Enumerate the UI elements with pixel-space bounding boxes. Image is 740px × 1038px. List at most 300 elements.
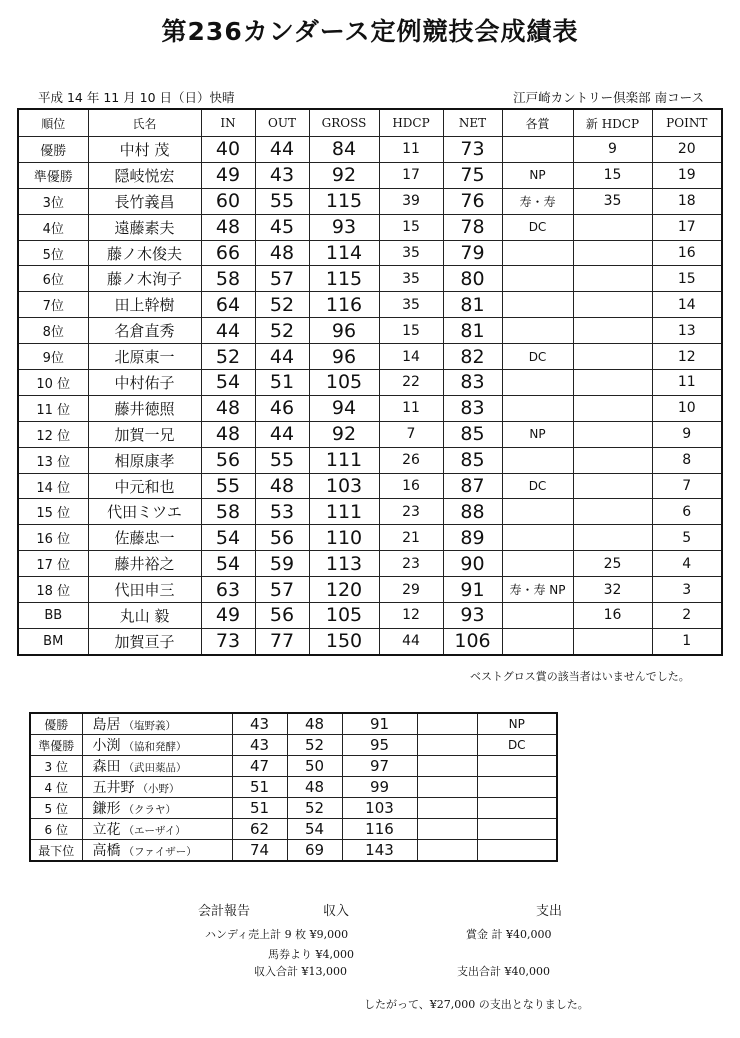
expense-total: 支出合計 ¥40,000 <box>457 965 550 978</box>
cell-in: 43 <box>232 713 287 735</box>
cell-point: 8 <box>652 447 722 473</box>
cell-net: 106 <box>443 628 502 654</box>
cell-name: 代田申三 <box>88 577 201 603</box>
cell-hdcp: 12 <box>379 603 443 629</box>
cell-net: 81 <box>443 292 502 318</box>
cell-in: 55 <box>201 473 255 499</box>
player-company: （塩野義） <box>123 720 176 732</box>
cell-gross: 103 <box>309 473 379 499</box>
player-company: （ファイザー） <box>123 846 197 858</box>
cell-hdcp: 23 <box>379 499 443 525</box>
cell-hdcp: 11 <box>379 137 443 163</box>
cell-rank: 12 位 <box>18 421 88 447</box>
cell-in: 54 <box>201 525 255 551</box>
cell-name: 中村佑子 <box>88 370 201 396</box>
header-in: IN <box>201 109 255 137</box>
cell-rank: 9位 <box>18 344 88 370</box>
cell-awards <box>502 447 573 473</box>
cell-rank: 16 位 <box>18 525 88 551</box>
table-row <box>30 713 557 735</box>
cell-rank: 優勝 <box>18 137 88 163</box>
cell-point: 18 <box>652 188 722 214</box>
cell-out: 53 <box>255 499 309 525</box>
cell-rank: 3位 <box>18 188 88 214</box>
cell-new-hdcp <box>573 395 652 421</box>
cell-name: 代田ミツエ <box>88 499 201 525</box>
cell-name: 名倉直秀 <box>88 318 201 344</box>
event-date: 平成 14 年 11 月 10 日（日）快晴 <box>38 90 235 105</box>
cell-out: 50 <box>287 756 342 777</box>
cell-name: 丸山 毅 <box>88 603 201 629</box>
cell-blank <box>417 777 477 798</box>
cell-out: 48 <box>255 473 309 499</box>
cell-gross: 120 <box>309 577 379 603</box>
cell-gross: 105 <box>309 370 379 396</box>
cell-out: 57 <box>255 577 309 603</box>
cell-name: 北原東一 <box>88 344 201 370</box>
cell-awards <box>502 137 573 163</box>
player-name: 森田 <box>92 759 121 775</box>
cell-name <box>82 819 232 840</box>
cell-name <box>82 840 232 862</box>
cell-hdcp: 44 <box>379 628 443 654</box>
cell-gross: 115 <box>309 188 379 214</box>
cell-gross: 111 <box>309 499 379 525</box>
cell-point: 16 <box>652 240 722 266</box>
cell-out: 45 <box>255 214 309 240</box>
cell-point: 15 <box>652 266 722 292</box>
cell-in: 48 <box>201 421 255 447</box>
cell-out: 51 <box>255 370 309 396</box>
cell-gross: 96 <box>309 318 379 344</box>
table-row <box>18 395 722 421</box>
cell-awards <box>502 370 573 396</box>
header-rank: 順位 <box>18 109 88 137</box>
cell-new-hdcp <box>573 240 652 266</box>
cell-net: 90 <box>443 551 502 577</box>
cell-awards <box>502 551 573 577</box>
cell-net: 85 <box>443 447 502 473</box>
cell-gross: 116 <box>342 819 417 840</box>
cell-rank: 準優勝 <box>30 735 82 756</box>
expense-label: 支出 <box>536 904 563 919</box>
cell-out: 56 <box>255 603 309 629</box>
cell-new-hdcp <box>573 499 652 525</box>
cell-in: 54 <box>201 551 255 577</box>
cell-name: 加賀一兄 <box>88 421 201 447</box>
header-new-hdcp: 新 HDCP <box>573 109 652 137</box>
expense-item-prize: 賞金 計 ¥40,000 <box>466 928 552 941</box>
cell-name: 隠岐悦宏 <box>88 162 201 188</box>
cell-gross: 99 <box>342 777 417 798</box>
accounting-summary: したがって、¥27,000 の支出となりました。 <box>364 998 589 1011</box>
guest-results-table <box>29 712 558 862</box>
cell-out: 54 <box>287 819 342 840</box>
cell-in: 44 <box>201 318 255 344</box>
cell-in: 64 <box>201 292 255 318</box>
cell-gross: 143 <box>342 840 417 862</box>
cell-rank: 4位 <box>18 214 88 240</box>
cell-point: 17 <box>652 214 722 240</box>
cell-new-hdcp: 35 <box>573 188 652 214</box>
cell-in: 43 <box>232 735 287 756</box>
cell-rank: 17 位 <box>18 551 88 577</box>
cell-name: 中元和也 <box>88 473 201 499</box>
cell-in: 51 <box>232 777 287 798</box>
cell-point: 7 <box>652 473 722 499</box>
results-header-row <box>18 109 722 137</box>
table-row <box>18 628 722 654</box>
cell-new-hdcp <box>573 473 652 499</box>
cell-name <box>82 798 232 819</box>
cell-award: DC <box>477 735 557 756</box>
cell-new-hdcp <box>573 318 652 344</box>
income-item-betting: 馬券より ¥4,000 <box>268 948 354 961</box>
cell-out: 55 <box>255 188 309 214</box>
cell-awards <box>502 292 573 318</box>
cell-net: 89 <box>443 525 502 551</box>
header-name: 氏名 <box>88 109 201 137</box>
cell-net: 83 <box>443 370 502 396</box>
cell-award <box>477 777 557 798</box>
cell-in: 58 <box>201 499 255 525</box>
cell-net: 78 <box>443 214 502 240</box>
cell-rank: 5位 <box>18 240 88 266</box>
header-hdcp: HDCP <box>379 109 443 137</box>
cell-gross: 116 <box>309 292 379 318</box>
cell-point: 11 <box>652 370 722 396</box>
cell-rank: 18 位 <box>18 577 88 603</box>
income-label: 収入 <box>323 904 350 919</box>
table-row <box>18 421 722 447</box>
cell-rank: 13 位 <box>18 447 88 473</box>
cell-in: 74 <box>232 840 287 862</box>
table-row <box>18 473 722 499</box>
table-row <box>18 603 722 629</box>
cell-awards: DC <box>502 473 573 499</box>
cell-net: 82 <box>443 344 502 370</box>
cell-gross: 115 <box>309 266 379 292</box>
cell-in: 66 <box>201 240 255 266</box>
cell-out: 59 <box>255 551 309 577</box>
cell-out: 44 <box>255 344 309 370</box>
cell-out: 44 <box>255 137 309 163</box>
cell-gross: 84 <box>309 137 379 163</box>
cell-hdcp: 39 <box>379 188 443 214</box>
cell-net: 80 <box>443 266 502 292</box>
cell-new-hdcp: 32 <box>573 577 652 603</box>
cell-awards <box>502 240 573 266</box>
cell-blank <box>417 840 477 862</box>
table-row <box>30 777 557 798</box>
cell-hdcp: 15 <box>379 214 443 240</box>
cell-point: 20 <box>652 137 722 163</box>
cell-point: 9 <box>652 421 722 447</box>
cell-hdcp: 16 <box>379 473 443 499</box>
table-row <box>18 551 722 577</box>
cell-name: 藤ノ木洵子 <box>88 266 201 292</box>
cell-net: 83 <box>443 395 502 421</box>
cell-new-hdcp <box>573 421 652 447</box>
cell-point: 6 <box>652 499 722 525</box>
cell-hdcp: 23 <box>379 551 443 577</box>
cell-in: 58 <box>201 266 255 292</box>
results-table <box>17 108 723 656</box>
cell-award <box>477 798 557 819</box>
cell-name: 相原康孝 <box>88 447 201 473</box>
cell-net: 76 <box>443 188 502 214</box>
player-name: 島居 <box>92 717 121 733</box>
table-row <box>18 525 722 551</box>
cell-name: 加賀亘子 <box>88 628 201 654</box>
player-name: 立花 <box>92 822 121 838</box>
cell-point: 3 <box>652 577 722 603</box>
cell-name: 佐藤忠一 <box>88 525 201 551</box>
cell-out: 56 <box>255 525 309 551</box>
cell-hdcp: 15 <box>379 318 443 344</box>
cell-rank: 7位 <box>18 292 88 318</box>
cell-point: 14 <box>652 292 722 318</box>
table-row <box>18 370 722 396</box>
cell-new-hdcp <box>573 266 652 292</box>
cell-rank: 優勝 <box>30 713 82 735</box>
cell-hdcp: 29 <box>379 577 443 603</box>
cell-rank: 4 位 <box>30 777 82 798</box>
header-out: OUT <box>255 109 309 137</box>
cell-name <box>82 713 232 735</box>
cell-out: 48 <box>287 713 342 735</box>
cell-name <box>82 735 232 756</box>
table-row <box>30 735 557 756</box>
table-row <box>18 447 722 473</box>
cell-new-hdcp <box>573 370 652 396</box>
cell-in: 40 <box>201 137 255 163</box>
cell-rank: 14 位 <box>18 473 88 499</box>
table-row <box>18 318 722 344</box>
income-item-handicap: ハンディ売上計 9 枚 ¥9,000 <box>205 928 349 941</box>
cell-rank: 11 位 <box>18 395 88 421</box>
cell-rank: 3 位 <box>30 756 82 777</box>
cell-new-hdcp: 9 <box>573 137 652 163</box>
cell-awards: DC <box>502 214 573 240</box>
cell-awards: 寿・寿 <box>502 188 573 214</box>
cell-net: 75 <box>443 162 502 188</box>
cell-hdcp: 21 <box>379 525 443 551</box>
cell-name <box>82 777 232 798</box>
cell-award: NP <box>477 713 557 735</box>
player-name: 高橋 <box>92 843 121 859</box>
cell-new-hdcp <box>573 628 652 654</box>
cell-in: 63 <box>201 577 255 603</box>
cell-new-hdcp: 16 <box>573 603 652 629</box>
cell-out: 69 <box>287 840 342 862</box>
cell-hdcp: 35 <box>379 266 443 292</box>
cell-net: 87 <box>443 473 502 499</box>
cell-hdcp: 22 <box>379 370 443 396</box>
cell-hdcp: 26 <box>379 447 443 473</box>
cell-gross: 111 <box>309 447 379 473</box>
table-row <box>30 819 557 840</box>
cell-out: 77 <box>255 628 309 654</box>
cell-awards <box>502 525 573 551</box>
cell-awards: NP <box>502 162 573 188</box>
cell-out: 52 <box>287 735 342 756</box>
cell-in: 49 <box>201 162 255 188</box>
cell-net: 73 <box>443 137 502 163</box>
cell-gross: 114 <box>309 240 379 266</box>
cell-name: 田上幹樹 <box>88 292 201 318</box>
cell-point: 13 <box>652 318 722 344</box>
cell-name: 藤井裕之 <box>88 551 201 577</box>
table-row <box>18 344 722 370</box>
cell-in: 49 <box>201 603 255 629</box>
cell-in: 51 <box>232 798 287 819</box>
cell-rank: BM <box>18 628 88 654</box>
header-point: POINT <box>652 109 722 137</box>
cell-rank: 6位 <box>18 266 88 292</box>
table-row <box>18 577 722 603</box>
cell-blank <box>417 713 477 735</box>
cell-net: 81 <box>443 318 502 344</box>
cell-gross: 150 <box>309 628 379 654</box>
cell-hdcp: 14 <box>379 344 443 370</box>
table-row <box>18 137 722 163</box>
player-company: （協和発酵） <box>123 741 187 753</box>
table-row <box>18 162 722 188</box>
accounting-heading: 会計報告 <box>198 904 251 919</box>
cell-rank: 15 位 <box>18 499 88 525</box>
cell-hdcp: 35 <box>379 292 443 318</box>
cell-hdcp: 35 <box>379 240 443 266</box>
cell-in: 47 <box>232 756 287 777</box>
cell-out: 55 <box>255 447 309 473</box>
cell-gross: 91 <box>342 713 417 735</box>
cell-out: 52 <box>287 798 342 819</box>
income-total: 収入合計 ¥13,000 <box>254 965 347 978</box>
cell-out: 52 <box>255 292 309 318</box>
table-row <box>30 798 557 819</box>
cell-blank <box>417 735 477 756</box>
cell-gross: 97 <box>342 756 417 777</box>
cell-net: 85 <box>443 421 502 447</box>
cell-blank <box>417 756 477 777</box>
cell-awards <box>502 628 573 654</box>
cell-point: 12 <box>652 344 722 370</box>
cell-gross: 92 <box>309 162 379 188</box>
table-row <box>18 266 722 292</box>
cell-in: 62 <box>232 819 287 840</box>
cell-net: 79 <box>443 240 502 266</box>
cell-out: 48 <box>255 240 309 266</box>
cell-new-hdcp <box>573 525 652 551</box>
cell-point: 19 <box>652 162 722 188</box>
header-gross: GROSS <box>309 109 379 137</box>
cell-rank: 6 位 <box>30 819 82 840</box>
cell-awards: NP <box>502 421 573 447</box>
cell-gross: 103 <box>342 798 417 819</box>
cell-name: 長竹義昌 <box>88 188 201 214</box>
cell-gross: 113 <box>309 551 379 577</box>
cell-point: 10 <box>652 395 722 421</box>
cell-out: 52 <box>255 318 309 344</box>
cell-gross: 92 <box>309 421 379 447</box>
player-name: 鎌形 <box>92 801 121 817</box>
cell-name <box>82 756 232 777</box>
cell-point: 4 <box>652 551 722 577</box>
cell-name: 中村 茂 <box>88 137 201 163</box>
table-row <box>18 214 722 240</box>
cell-award <box>477 756 557 777</box>
cell-net: 93 <box>443 603 502 629</box>
cell-out: 57 <box>255 266 309 292</box>
cell-awards <box>502 603 573 629</box>
cell-name: 藤ノ木俊夫 <box>88 240 201 266</box>
cell-net: 88 <box>443 499 502 525</box>
cell-gross: 96 <box>309 344 379 370</box>
page-title: 第236カンダース定例競技会成績表 <box>161 17 579 46</box>
cell-award <box>477 819 557 840</box>
cell-hdcp: 17 <box>379 162 443 188</box>
player-name: 小渕 <box>92 738 121 754</box>
cell-rank: 5 位 <box>30 798 82 819</box>
cell-out: 46 <box>255 395 309 421</box>
cell-name: 藤井徳照 <box>88 395 201 421</box>
cell-in: 60 <box>201 188 255 214</box>
cell-awards: 寿・寿 NP <box>502 577 573 603</box>
cell-in: 54 <box>201 370 255 396</box>
player-company: （小野） <box>137 783 180 795</box>
cell-point: 1 <box>652 628 722 654</box>
cell-rank: 8位 <box>18 318 88 344</box>
cell-point: 5 <box>652 525 722 551</box>
cell-gross: 95 <box>342 735 417 756</box>
table-row <box>30 840 557 862</box>
cell-name: 遠藤素夫 <box>88 214 201 240</box>
header-net: NET <box>443 109 502 137</box>
cell-gross: 105 <box>309 603 379 629</box>
cell-awards <box>502 395 573 421</box>
cell-in: 48 <box>201 395 255 421</box>
table-row <box>18 188 722 214</box>
cell-rank: 10 位 <box>18 370 88 396</box>
table-row <box>18 499 722 525</box>
cell-new-hdcp <box>573 292 652 318</box>
cell-award <box>477 840 557 862</box>
table-row <box>30 756 557 777</box>
cell-gross: 93 <box>309 214 379 240</box>
player-name: 五井野 <box>92 780 135 796</box>
cell-new-hdcp: 25 <box>573 551 652 577</box>
player-company: （武田薬品） <box>123 762 187 774</box>
cell-in: 73 <box>201 628 255 654</box>
cell-blank <box>417 798 477 819</box>
cell-awards: DC <box>502 344 573 370</box>
cell-new-hdcp <box>573 447 652 473</box>
cell-blank <box>417 819 477 840</box>
cell-gross: 94 <box>309 395 379 421</box>
cell-new-hdcp <box>573 214 652 240</box>
cell-point: 2 <box>652 603 722 629</box>
best-gross-note: ベストグロス賞の該当者はいませんでした。 <box>470 670 690 683</box>
player-company: （エーザイ） <box>123 825 186 837</box>
cell-awards <box>502 266 573 292</box>
cell-out: 48 <box>287 777 342 798</box>
venue: 江戸崎カントリー倶楽部 南コース <box>513 90 704 105</box>
player-company: （クラヤ） <box>123 804 176 816</box>
cell-new-hdcp <box>573 344 652 370</box>
cell-new-hdcp: 15 <box>573 162 652 188</box>
cell-rank: BB <box>18 603 88 629</box>
